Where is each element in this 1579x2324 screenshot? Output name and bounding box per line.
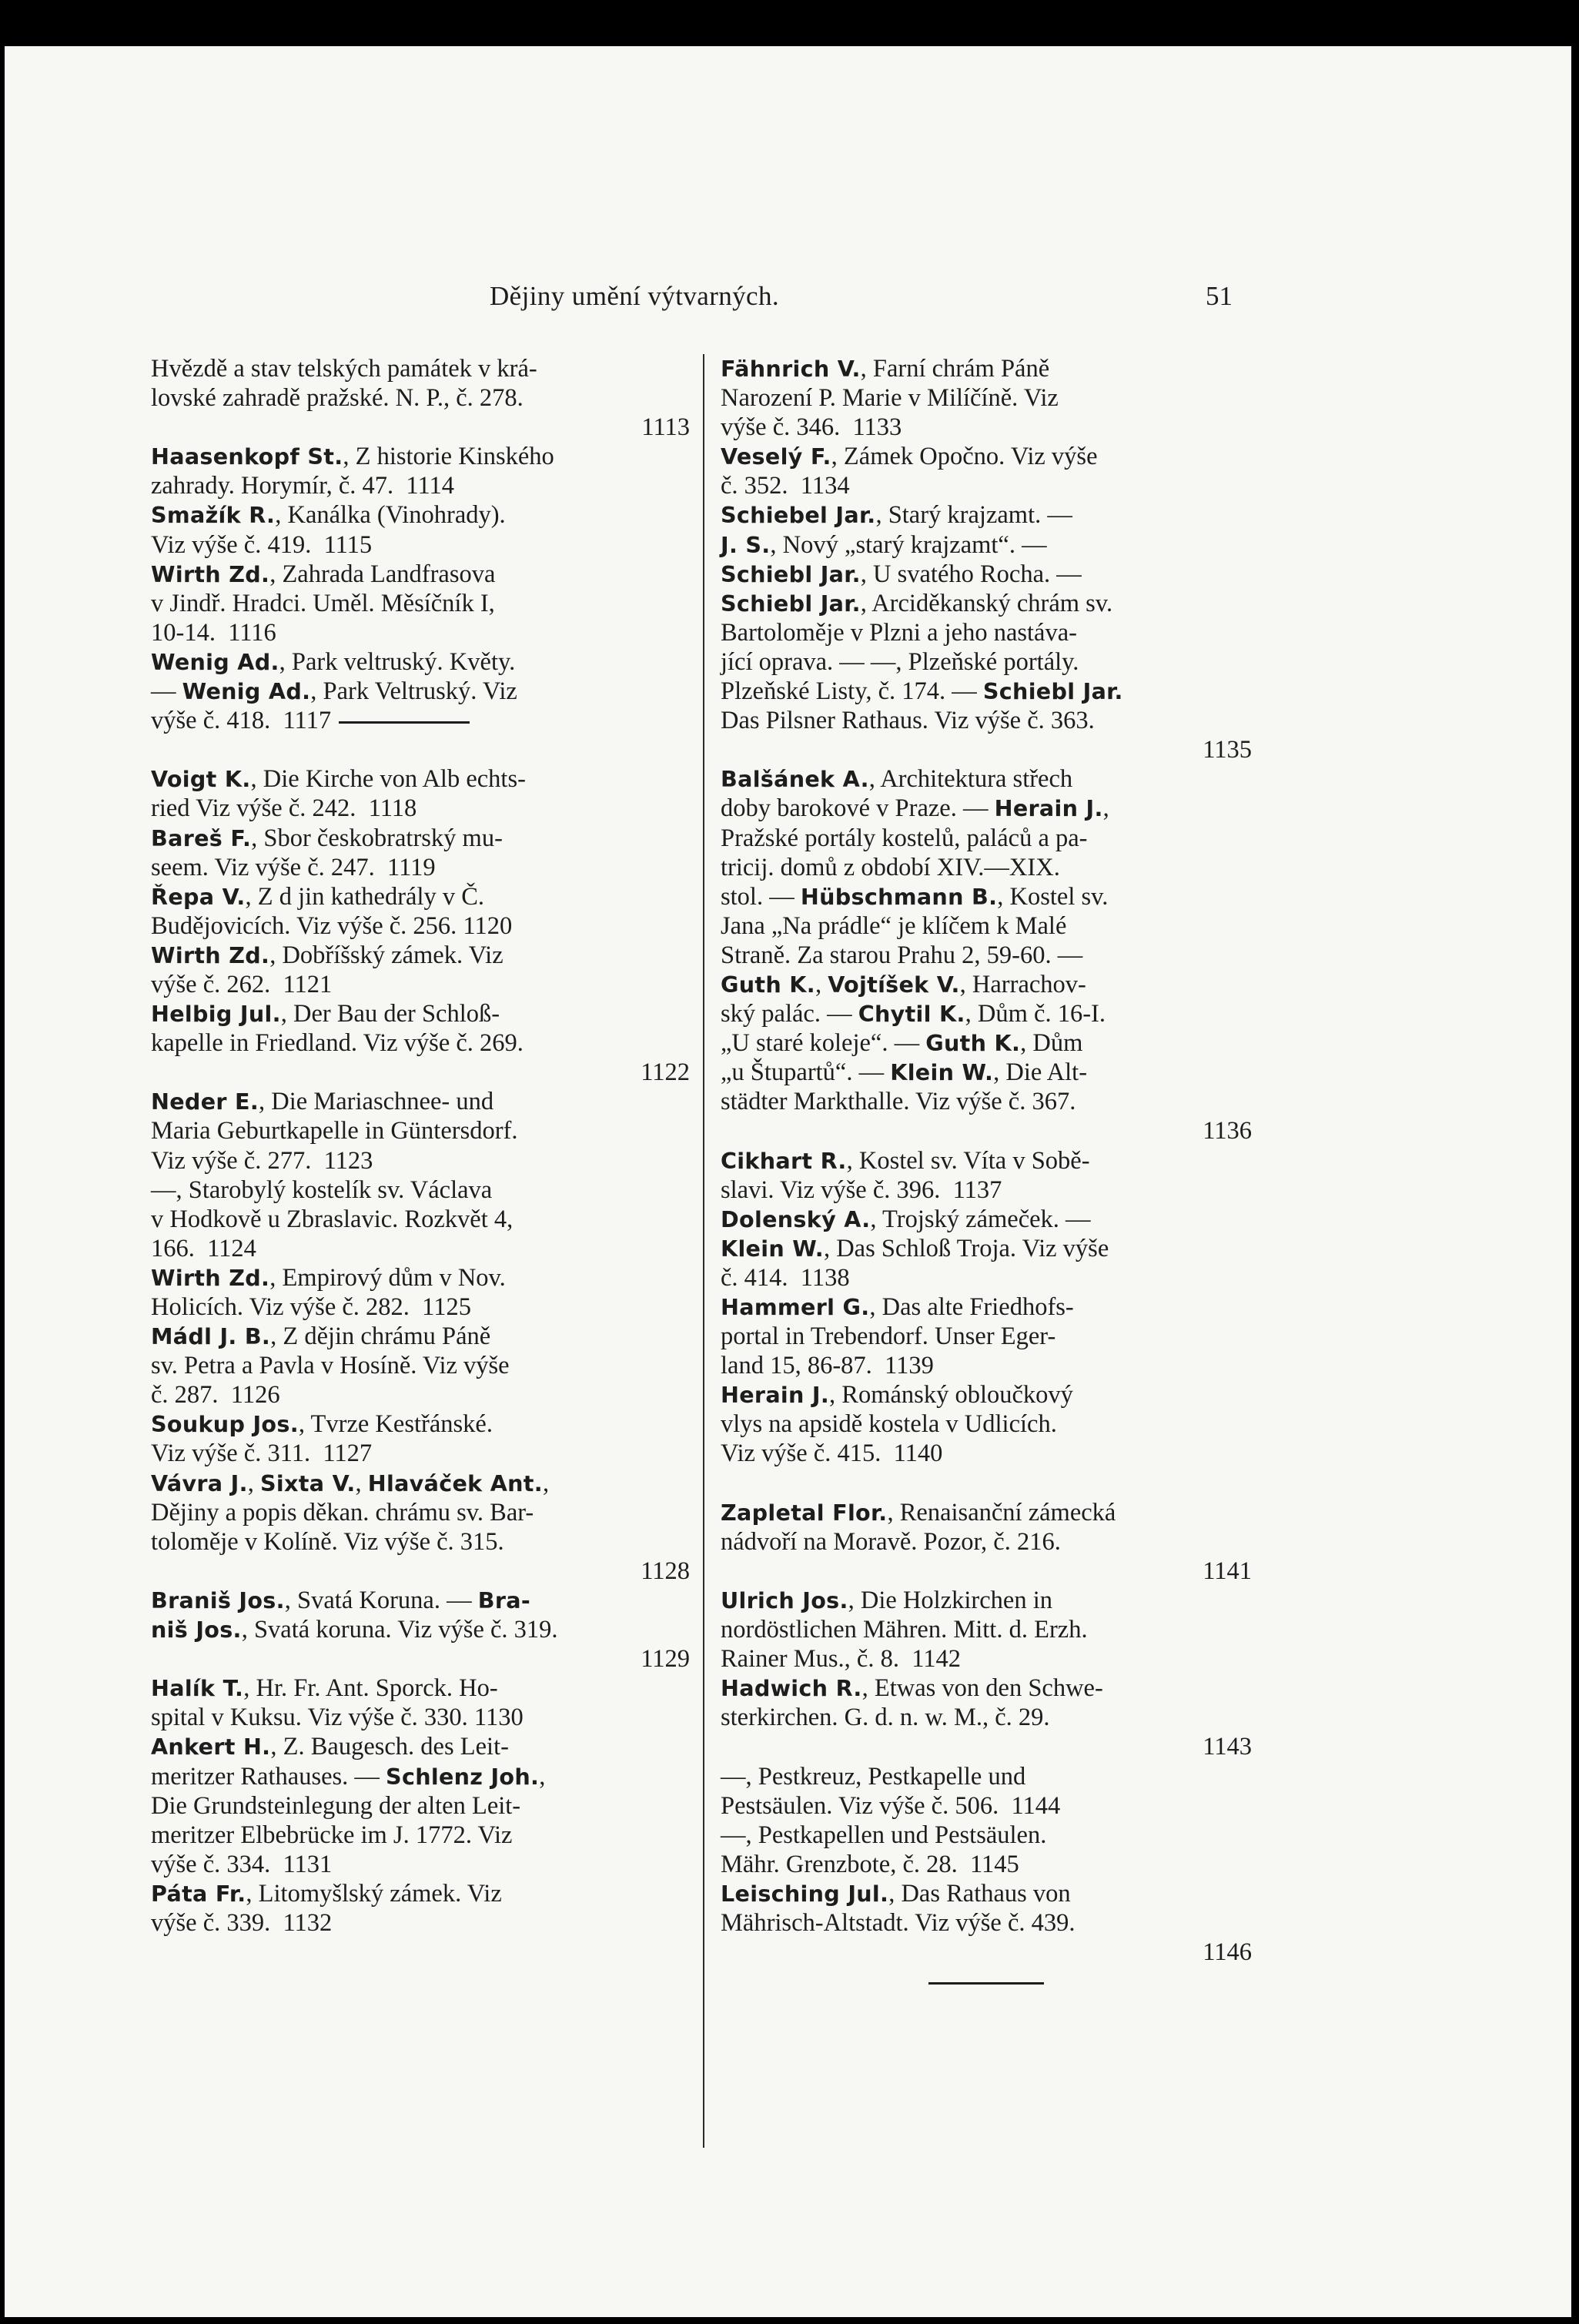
author-name: Schiebl Jar.: [721, 560, 861, 587]
author-name: Neder E.: [151, 1088, 259, 1115]
entry-line: [151, 1527, 690, 1557]
entry-line: [151, 1850, 690, 1879]
entry-text: ,: [1102, 794, 1109, 823]
author-name: Bra-: [477, 1587, 530, 1613]
entry-line: [721, 383, 1252, 413]
entry-text: Pestsäulen. Viz výše č. 506. 1144: [721, 1791, 1061, 1820]
author-name: Herain J.: [721, 1382, 830, 1409]
entry-line: [721, 1615, 1252, 1644]
entry-text: , Svatá koruna. Viz výše č. 319.: [241, 1616, 558, 1644]
entry-line: [721, 1850, 1252, 1879]
entry-line: [721, 999, 1252, 1028]
entry-line: [721, 1263, 1252, 1292]
entry-text: , Kostel sv. Víta v Sobě-: [846, 1146, 1090, 1175]
author-name: Wirth Zd.: [151, 1264, 270, 1291]
author-name: Ankert H.: [151, 1734, 271, 1761]
entry-line: [151, 1762, 690, 1791]
entry-text: , Der Bau der Schloß-: [280, 1000, 500, 1028]
entry-text: 1135: [1203, 736, 1252, 764]
author-name: Cikhart R.: [721, 1147, 847, 1174]
entry-line: [151, 1409, 690, 1439]
entry-line: [721, 1527, 1252, 1557]
author-name: Wenig Ad.: [151, 648, 279, 675]
entry-line: [721, 1762, 1252, 1791]
entry-line: [151, 941, 690, 970]
entry-text: jící oprava. — —, Plzeňské portály.: [721, 647, 1079, 676]
entry-line: [721, 560, 1252, 589]
entry-text: Pražské portály kostelů, paláců a pa-: [721, 824, 1088, 852]
entry-line: [721, 735, 1252, 764]
entry-text: 1146: [1203, 1938, 1252, 1967]
author-name: Bareš F.: [151, 824, 252, 851]
author-name: Wirth Zd.: [151, 941, 270, 968]
entry-text: 1143: [1203, 1733, 1252, 1761]
author-name: Hadwich R.: [721, 1675, 862, 1702]
page-number: 51: [1206, 281, 1233, 311]
entry-line: [721, 1028, 1252, 1058]
entry-line: [721, 1175, 1252, 1205]
entry-text: ,: [539, 1762, 546, 1791]
entry-text: Mährisch-Altstadt. Viz výše č. 439.: [721, 1908, 1076, 1937]
entry-text: , Farní chrám Páně: [860, 355, 1050, 383]
entry-line: [721, 530, 1252, 560]
entry-text: ský palác. —: [721, 1000, 858, 1028]
author-name: Vojtíšek V.: [828, 971, 960, 998]
entry-text: Das Pilsner Rathaus. Viz výše č. 363.: [721, 707, 1095, 735]
author-name: Smažík R.: [151, 502, 276, 529]
entry-line: [151, 413, 690, 442]
entry-text: Viz výše č. 419. 1115: [151, 530, 373, 559]
entry-text: , Dům: [1020, 1029, 1083, 1058]
entry-text: výše č. 346. 1133: [721, 413, 902, 442]
entry-line: [721, 1674, 1252, 1703]
entry-line: [151, 1439, 690, 1468]
author-name: Hlaváček Ant.: [367, 1470, 543, 1496]
entry-text: , Arciděkanský chrám sv.: [860, 589, 1113, 617]
entry-line: [151, 764, 690, 794]
author-name: Guth K.: [925, 1030, 1021, 1057]
entry-line: [721, 1116, 1252, 1145]
entry-text: , Zahrada Landfrasova: [269, 560, 496, 588]
entry-line: [151, 530, 690, 560]
entry-text: , Das alte Friedhofs-: [869, 1293, 1074, 1321]
entry-text: , Die Alt-: [993, 1058, 1088, 1087]
author-name: Páta Fr.: [151, 1880, 246, 1907]
entry-line: [151, 1586, 690, 1615]
entry-text: , Das Schloß Troja. Viz výše: [823, 1234, 1109, 1262]
author-name: Hübschmann B.: [800, 883, 998, 910]
entry-line: [151, 1116, 690, 1145]
entry-text: doby barokové v Praze. —: [721, 794, 995, 823]
author-name: Řepa V.: [151, 883, 246, 910]
entry-line: [151, 1557, 690, 1586]
entry-line: [151, 618, 690, 647]
entry-text: , Kanálka (Vinohrady).: [275, 501, 506, 530]
entry-text: seem. Viz výše č. 247. 1119: [151, 853, 436, 881]
entry-line: [721, 1234, 1252, 1263]
entry-text: , Románský obloučkový: [829, 1381, 1073, 1409]
author-name: Balšánek A.: [721, 766, 869, 793]
entry-text: nádvoří na Moravě. Pozor, č. 216.: [721, 1527, 1061, 1556]
entry-line: [151, 1469, 690, 1498]
page: [5, 46, 1571, 2317]
entry-line: [721, 471, 1252, 500]
entry-text: Plzeňské Listy, č. 174. —: [721, 677, 983, 706]
entry-line: [721, 911, 1252, 941]
entry-line: [151, 500, 690, 530]
entry-text: Bartoloměje v Plzni a jeho nastáva-: [721, 618, 1077, 647]
entry-line: [151, 1732, 690, 1761]
entry-line: [151, 794, 690, 823]
entry-text: vlys na apsidě kostela v Udlicích.: [721, 1410, 1057, 1439]
entry-line: [151, 1351, 690, 1380]
entry-text: , U svatého Rocha. —: [860, 560, 1082, 588]
author-name: Klein W.: [721, 1235, 824, 1262]
author-name: Wenig Ad.: [182, 678, 311, 705]
entry-line: [721, 1821, 1252, 1850]
entry-line: [151, 1615, 690, 1644]
author-name: Haasenkopf St.: [151, 443, 343, 470]
entry-text: spital v Kuksu. Viz výše č. 330. 1130: [151, 1704, 524, 1732]
entry-text: 1129: [641, 1645, 690, 1674]
entry-line: [151, 1322, 690, 1351]
entry-text: städter Markthalle. Viz výše č. 367.: [721, 1088, 1076, 1116]
entry-text: , Z dějin chrámu Páně: [270, 1323, 491, 1351]
author-name: Fähnrich V.: [721, 356, 861, 382]
entry-text: ried Viz výše č. 242. 1118: [151, 794, 417, 823]
entry-text: „U staré koleje“. —: [721, 1029, 926, 1058]
entry-text: , Hr. Fr. Ant. Sporck. Ho-: [243, 1674, 498, 1703]
entry-line: [151, 1703, 690, 1732]
entry-line: [151, 1028, 690, 1058]
entry-text: meritzer Elbebrücke im J. 1772. Viz: [151, 1821, 513, 1849]
entry-text: , Trojský zámeček. —: [870, 1205, 1091, 1233]
entry-text: 1122: [641, 1058, 690, 1087]
entry-text: , Empirový dům v Nov.: [269, 1263, 506, 1292]
author-name: Mádl J. B.: [151, 1323, 271, 1350]
entry-text: v Jindř. Hradci. Uměl. Měsíčník I,: [151, 589, 495, 617]
entry-text: , Architektura střech: [868, 765, 1073, 794]
entry-text: 1128: [641, 1557, 690, 1585]
entry-line: [721, 589, 1252, 618]
author-name: Dolenský A.: [721, 1205, 871, 1232]
entry-text: , Das Rathaus von: [888, 1879, 1071, 1908]
author-name: Guth K.: [721, 971, 815, 998]
entry-text: , Z historie Kinského: [343, 443, 554, 471]
entry-line: [721, 1380, 1252, 1409]
entry-line: [721, 1732, 1252, 1761]
entry-line: [151, 999, 690, 1028]
entry-text: č. 287. 1126: [151, 1381, 280, 1409]
entry-text: , Litomyšlský zámek. Viz: [246, 1879, 502, 1908]
entry-line: [721, 1908, 1252, 1938]
entry-text: Straně. Za starou Prahu 2, 59-60. —: [721, 941, 1083, 969]
entry-text: meritzer Rathauses. —: [151, 1762, 386, 1791]
entry-text: , Park veltruský. Květy.: [279, 647, 516, 676]
entry-text: —, Pestkapellen und Pestsäulen.: [721, 1821, 1047, 1849]
entry-text: sterkirchen. G. d. n. w. M., č. 29.: [721, 1704, 1050, 1732]
blank-line: [721, 1469, 1252, 1498]
entry-line: [721, 970, 1252, 999]
entry-text: Budějovicích. Viz výše č. 256. 1120: [151, 911, 513, 940]
entry-line: [721, 853, 1252, 882]
blank-line: [151, 735, 690, 764]
entry-line: [151, 677, 690, 706]
entry-text: , Starý krajzamt. —: [875, 501, 1072, 530]
entry-text: č. 414. 1138: [721, 1263, 850, 1292]
entry-text: Hvězdě a stav telských památek v krá-: [151, 355, 537, 383]
entry-line: [721, 794, 1252, 823]
entry-text: nordöstlichen Mähren. Mitt. d. Erzh.: [721, 1616, 1088, 1644]
entry-text: ,: [355, 1469, 368, 1497]
entry-text: , Die Mariaschnee- und: [259, 1088, 494, 1116]
entry-text: stol. —: [721, 882, 801, 911]
author-name: Leisching Jul.: [721, 1880, 889, 1907]
entry-line: [721, 1644, 1252, 1674]
entry-line: [151, 1380, 690, 1409]
entry-line: [721, 354, 1252, 383]
author-name: Soukup Jos.: [151, 1411, 299, 1438]
entry-line: [721, 764, 1252, 794]
author-name: Sixta V.: [260, 1470, 356, 1496]
entry-line: [151, 882, 690, 911]
section-rule: [339, 721, 470, 724]
entry-text: —, Pestkreuz, Pestkapelle und: [721, 1762, 1026, 1791]
entry-text: Die Grundsteinlegung der alten Leit-: [151, 1791, 521, 1820]
entry-text: , Kostel sv.: [997, 882, 1109, 911]
entry-text: , Harrachov-: [959, 970, 1086, 998]
author-name: niš Jos.: [151, 1617, 242, 1644]
entry-text: Viz výše č. 311. 1127: [151, 1440, 373, 1468]
entry-text: , Dobříšský zámek. Viz: [269, 941, 503, 969]
author-name: Chytil K.: [858, 1001, 965, 1028]
author-name: Schiebl Jar.: [982, 678, 1123, 705]
entry-text: , Svatá Koruna. —: [284, 1586, 478, 1614]
entry-line: [151, 1879, 690, 1908]
entry-text: Viz výše č. 277. 1123: [151, 1146, 373, 1175]
section-rule: [721, 1967, 1252, 1996]
entry-text: Holicích. Viz výše č. 282. 1125: [151, 1293, 471, 1321]
entry-line: [151, 1175, 690, 1205]
entry-line: [151, 471, 690, 500]
entry-text: Mähr. Grenzbote, č. 28. 1145: [721, 1850, 1019, 1878]
entry-line: [721, 1146, 1252, 1175]
author-name: Schiebl Jar.: [721, 590, 861, 617]
entry-line: [721, 1205, 1252, 1234]
entry-line: [721, 1703, 1252, 1732]
author-name: Voigt K.: [151, 766, 251, 793]
entry-line: [151, 911, 690, 941]
entry-line: [151, 589, 690, 618]
entry-line: [151, 1791, 690, 1821]
entry-line: [721, 1087, 1252, 1116]
entry-line: [721, 677, 1252, 706]
entry-line: [721, 1879, 1252, 1908]
entry-text: , Tvrze Kestřánské.: [298, 1410, 493, 1439]
entry-line: [721, 706, 1252, 735]
entry-line: [151, 853, 690, 882]
entry-text: , Die Holzkirchen in: [848, 1586, 1052, 1614]
entry-text: Viz výše č. 415. 1140: [721, 1440, 943, 1468]
author-name: Veselý F.: [721, 443, 831, 470]
left-column: [151, 354, 690, 1938]
author-name: Ulrich Jos.: [721, 1587, 848, 1613]
entry-line: [721, 1409, 1252, 1439]
entry-text: 1113: [641, 413, 690, 442]
entry-text: 1141: [1203, 1557, 1252, 1585]
entry-text: zahrady. Horymír, č. 47. 1114: [151, 472, 454, 500]
author-name: Halík T.: [151, 1675, 244, 1702]
entry-text: —, Starobylý kostelík sv. Václava: [151, 1175, 493, 1204]
entry-text: , Z. Baugesch. des Leit-: [270, 1733, 509, 1761]
entry-line: [151, 1058, 690, 1087]
entry-line: [151, 970, 690, 999]
entry-text: výše č. 334. 1131: [151, 1850, 333, 1878]
entry-text: „u Štupartů“. —: [721, 1058, 891, 1087]
entry-line: [721, 1498, 1252, 1527]
entry-text: Rainer Mus., č. 8. 1142: [721, 1645, 962, 1674]
author-name: J. S.: [721, 531, 771, 558]
column-divider: [703, 354, 704, 2148]
entry-line: [151, 1644, 690, 1674]
entry-line: [151, 1234, 690, 1263]
entry-text: 166. 1124: [151, 1234, 256, 1262]
entry-text: č. 352. 1134: [721, 472, 850, 500]
entry-text: , Park Veltruský. Viz: [310, 677, 517, 706]
entry-line: [721, 1351, 1252, 1380]
entry-line: [721, 1439, 1252, 1468]
entry-text: sv. Petra a Pavla v Hosíně. Viz výše: [151, 1352, 510, 1380]
entry-text: Maria Geburtkapelle in Güntersdorf.: [151, 1117, 518, 1145]
entry-text: Jana „Na prádle“ je klíčem k Malé: [721, 911, 1067, 940]
author-name: Braniš Jos.: [151, 1587, 285, 1613]
entry-text: výše č. 262. 1121: [151, 970, 333, 998]
entry-text: , Z d jin kathedrály v Č.: [245, 882, 485, 911]
entry-line: [151, 383, 690, 413]
entry-line: [151, 1908, 690, 1938]
running-head: Dějiny umění výtvarných.: [490, 281, 780, 311]
right-column: [721, 354, 1252, 1996]
entry-text: , Die Kirche von Alb echts-: [250, 765, 526, 794]
entry-line: [721, 882, 1252, 911]
entry-line: [151, 647, 690, 677]
entry-line: [151, 1263, 690, 1292]
entry-line: [151, 1821, 690, 1850]
entry-text: 1136: [1203, 1117, 1252, 1145]
entry-line: [151, 1087, 690, 1116]
entry-text: ,: [247, 1469, 261, 1497]
entry-text: ,: [542, 1469, 550, 1497]
author-name: Herain J.: [994, 795, 1103, 822]
author-name: Helbig Jul.: [151, 1001, 281, 1028]
entry-line: [151, 1205, 690, 1234]
entry-text: , Sbor českobratrský mu-: [251, 824, 503, 852]
entry-text: Narození P. Marie v Milíčíně. Viz: [721, 384, 1059, 413]
entry-line: [721, 647, 1252, 677]
entry-line: [151, 824, 690, 853]
entry-text: , Dům č. 16-I.: [965, 1000, 1106, 1028]
entry-line: [151, 442, 690, 471]
entry-text: , Etwas von den Schwe-: [861, 1674, 1103, 1703]
entry-line: [151, 1498, 690, 1527]
entry-text: , Zámek Opočno. Viz výše: [831, 443, 1098, 471]
author-name: Schiebel Jar.: [721, 502, 876, 529]
entry-text: tricij. domů z období XIV.—XIX.: [721, 853, 1060, 881]
entry-text: —: [151, 677, 182, 706]
entry-text: lovské zahradě pražské. N. P., č. 278.: [151, 384, 524, 413]
entry-line: [721, 442, 1252, 471]
entry-text: toloměje v Kolíně. Viz výše č. 315.: [151, 1527, 504, 1556]
entry-text: , Renaisanční zámecká: [887, 1498, 1116, 1526]
entry-line: [151, 1292, 690, 1322]
entry-text: výše č. 418. 1117: [151, 707, 332, 735]
entry-line: [721, 500, 1252, 530]
entry-line: [151, 354, 690, 383]
author-name: Schlenz Joh.: [386, 1763, 540, 1790]
author-name: Zapletal Flor.: [721, 1499, 888, 1526]
author-name: Vávra J.: [151, 1470, 248, 1496]
entry-line: [721, 1938, 1252, 1967]
author-name: Hammerl G.: [721, 1294, 870, 1320]
entry-line: [721, 824, 1252, 853]
entry-line: [151, 560, 690, 589]
entry-text: v Hodkově u Zbraslavic. Rozkvět 4,: [151, 1205, 514, 1233]
entry-line: [721, 1292, 1252, 1322]
entry-line: [721, 1586, 1252, 1615]
entry-line: [721, 413, 1252, 442]
entry-line: [721, 618, 1252, 647]
entry-line: [721, 1058, 1252, 1087]
entry-line: [721, 1791, 1252, 1821]
entry-text: ,: [815, 970, 828, 998]
entry-text: portal in Trebendorf. Unser Eger-: [721, 1323, 1056, 1351]
author-name: Wirth Zd.: [151, 560, 270, 587]
entry-line: [151, 1146, 690, 1175]
entry-line: [151, 706, 690, 735]
author-name: Klein W.: [890, 1059, 994, 1086]
entry-text: 10-14. 1116: [151, 618, 276, 647]
entry-text: výše č. 339. 1132: [151, 1908, 333, 1937]
entry-line: [721, 1322, 1252, 1351]
entry-text: , Nový „starý krajzamt“. —: [770, 530, 1047, 559]
entry-line: [721, 1557, 1252, 1586]
entry-line: [721, 941, 1252, 970]
entry-text: Dějiny a popis děkan. chrámu sv. Bar-: [151, 1498, 534, 1526]
entry-line: [151, 1674, 690, 1703]
entry-text: kapelle in Friedland. Viz výše č. 269.: [151, 1029, 524, 1058]
entry-text: land 15, 86-87. 1139: [721, 1352, 934, 1380]
entry-text: slavi. Viz výše č. 396. 1137: [721, 1175, 1002, 1204]
